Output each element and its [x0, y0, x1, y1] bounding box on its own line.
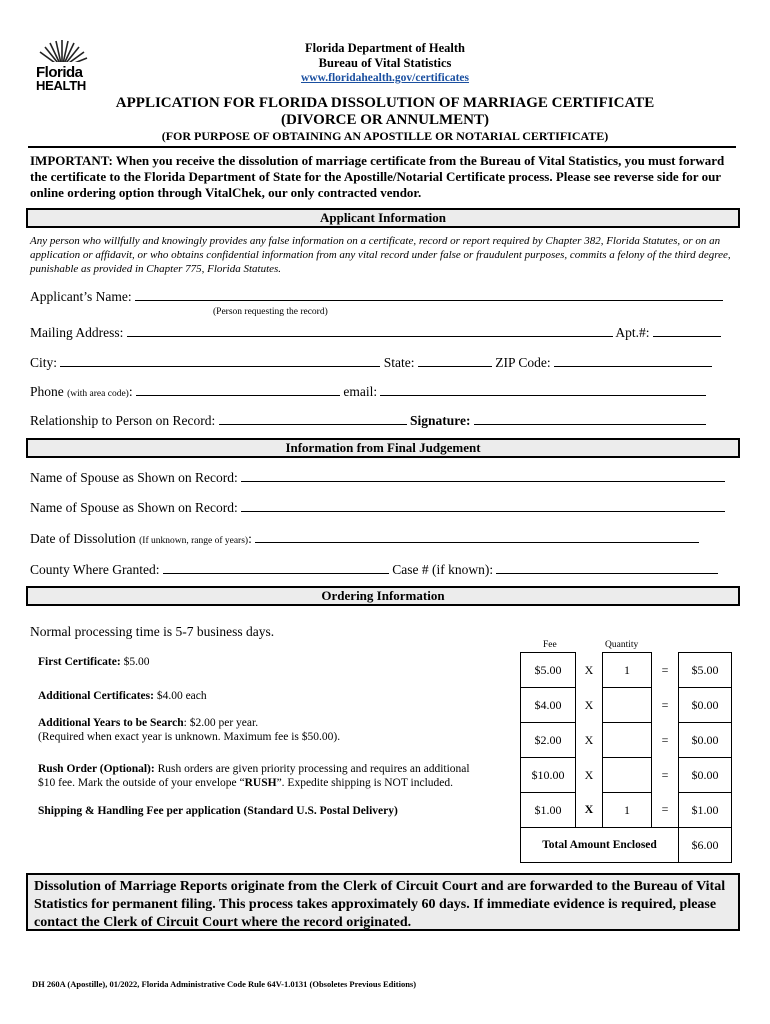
signature-field[interactable] [474, 413, 706, 425]
spouse2-row[interactable] [30, 500, 725, 516]
processing-time: Normal processing time is 5-7 business days. [30, 624, 275, 639]
quantity-header: Quantity [605, 640, 639, 650]
fee-cell: $10.00 [521, 758, 576, 793]
false-information-warning: Any person who willfully and knowingly provides any false information on a certificate, record or report required by Chapter 382, Florida Statutes, or on an application or affidavit, or who obtains confidential information from any vital record under false or fraudulent purposes, commits a felony of the third degree, punishable as provided in Chapter 775, Florida Statutes. [30, 235, 731, 275]
department-name: Florida Department of Health [304, 41, 466, 55]
city-state-zip-row[interactable] [30, 355, 712, 371]
applicant-section-header: Applicant Information [26, 208, 740, 228]
judgement-section-header: Information from Final Judgement [26, 438, 740, 458]
email-field[interactable] [380, 384, 706, 396]
form-footer: DH 260A (Apostille), 01/2022, Florida Administrative Code Rule 64V-1.0131 (Obsoletes Previous Editions) [32, 979, 417, 989]
form-purpose: (FOR PURPOSE OF OBTAINING AN APOSTILLE OR NOTARIAL CERTIFICATE) [161, 129, 609, 143]
fee-row-years [521, 723, 732, 758]
spouse2-field[interactable] [241, 500, 725, 512]
mailing-address-field[interactable] [127, 325, 613, 337]
first-certificate-label: First Certificate: $5.00 [38, 656, 150, 668]
dissolution-date-field[interactable] [255, 531, 699, 543]
applicant-name-row[interactable] [30, 289, 723, 305]
equals-cell: = [661, 697, 669, 712]
quantity-cell[interactable]: 1 [603, 793, 652, 828]
applicant-name-field[interactable] [135, 289, 723, 301]
total-amount-value[interactable]: $6.00 [679, 828, 732, 863]
dissolution-date-label: Date of Dissolution [30, 531, 136, 546]
applicant-name-label: Applicant’s Name: [30, 289, 132, 304]
important-notice: IMPORTANT: When you receive the dissolution of marriage certificate from the Bureau of Vital Statistics, you must forward the certificate to the Florida Department of State for the Apostille/Notarial Certificate process. Please see reverse side for our online ordering option through VitalChek, our only contracted vendor. [30, 153, 725, 200]
phone-email-row[interactable]: Phone (with area code): email: [30, 384, 706, 400]
total-cell[interactable]: $5.00 [679, 653, 732, 688]
times-cell: X [584, 662, 594, 677]
apt-field[interactable] [653, 325, 721, 337]
spouse1-field[interactable] [241, 470, 725, 482]
rush-order-label: Rush Order (Optional): Rush orders are given priority processing and requires an additional $10 fee. Mark the outside of your envelope “RUSH”. Expedite shipping is NOT included. [38, 763, 470, 789]
city-field[interactable] [60, 355, 380, 367]
fee-cell: $2.00 [521, 723, 576, 758]
spouse2-label: Name of Spouse as Shown on Record: [30, 500, 238, 515]
quantity-cell[interactable] [603, 723, 652, 758]
spouse1-row[interactable] [30, 470, 725, 486]
city-label: City: [30, 355, 58, 370]
total-cell[interactable]: $1.00 [679, 793, 732, 828]
relationship-signature-row[interactable] [30, 413, 706, 429]
relationship-field[interactable] [219, 413, 407, 425]
times-cell: X [584, 732, 594, 747]
equals-cell: = [661, 662, 669, 677]
applicant-name-note: (Person requesting the record) [213, 307, 328, 317]
apt-label: Apt.#: [615, 325, 650, 340]
form-subtitle: (DIVORCE OR ANNULMENT) [280, 112, 490, 128]
fee-header: Fee [543, 640, 557, 650]
logo-text-health: HEALTH [36, 78, 86, 93]
dissolution-date-row[interactable]: Date of Dissolution (If unknown, range of years): [30, 531, 699, 547]
logo-text-florida: Florida [36, 64, 83, 81]
case-field[interactable] [496, 562, 718, 574]
equals-cell: = [661, 767, 669, 782]
total-cell[interactable]: $0.00 [679, 723, 732, 758]
form-title: APPLICATION FOR FLORIDA DISSOLUTION OF MARRIAGE CERTIFICATE [115, 95, 655, 111]
shipping-label: Shipping & Handling Fee per application (Standard U.S. Postal Delivery) [38, 805, 398, 817]
quantity-cell[interactable]: 1 [603, 653, 652, 688]
fee-row-first [521, 653, 732, 688]
clerk-notice: Dissolution of Marriage Reports originate from the Clerk of Circuit Court and are forwarded to the Bureau of Vital Statistics for permanent filing. This process takes approximately 60 days. If immediate evidence is required, please contact the Clerk of Circuit Court where the record originated. [26, 873, 740, 931]
relationship-label: Relationship to Person on Record: [30, 413, 216, 428]
state-label: State: [383, 355, 415, 370]
ordering-section-header: Ordering Information [26, 586, 740, 606]
zip-label: ZIP Code: [495, 355, 551, 370]
fee-row-shipping [521, 793, 732, 828]
quantity-cell[interactable] [603, 758, 652, 793]
fee-row-total [521, 828, 732, 863]
fee-row-additional [521, 688, 732, 723]
county-case-row[interactable] [30, 562, 718, 578]
case-label: Case # (if known): [392, 562, 494, 577]
additional-certificates-label: Additional Certificates: $4.00 each [38, 690, 207, 702]
fee-row-rush [521, 758, 732, 793]
mailing-address-row[interactable] [30, 325, 721, 341]
times-cell: X [584, 802, 594, 817]
quantity-cell[interactable] [603, 688, 652, 723]
state-field[interactable] [418, 355, 492, 367]
signature-label: Signature: [409, 413, 471, 428]
spouse1-label: Name of Spouse as Shown on Record: [30, 470, 238, 485]
times-cell: X [584, 697, 594, 712]
times-cell: X [584, 767, 594, 782]
total-cell[interactable]: $0.00 [679, 688, 732, 723]
total-amount-label: Total Amount Enclosed [521, 828, 679, 863]
bureau-name: Bureau of Vital Statistics [318, 56, 452, 70]
equals-cell: = [661, 802, 669, 817]
certificates-link[interactable]: www.floridahealth.gov/certificates [301, 72, 469, 84]
county-label: County Where Granted: [30, 562, 160, 577]
phone-label: Phone [30, 384, 64, 399]
phone-field[interactable] [136, 384, 340, 396]
dissolution-date-note: (If unknown, range of years) [139, 536, 249, 546]
total-cell[interactable]: $0.00 [679, 758, 732, 793]
mailing-address-label: Mailing Address: [30, 325, 124, 340]
fee-cell: $5.00 [521, 653, 576, 688]
fee-table [520, 652, 732, 863]
divider [28, 146, 736, 148]
email-label: email: [343, 384, 378, 399]
additional-years-label: Additional Years to be Search: $2.00 per year. (Required when exact year is unknown. Maximum fee is $50.00). [38, 717, 341, 743]
zip-field[interactable] [554, 355, 712, 367]
equals-cell: = [661, 732, 669, 747]
fee-cell: $4.00 [521, 688, 576, 723]
county-field[interactable] [163, 562, 389, 574]
fee-cell: $1.00 [521, 793, 576, 828]
phone-note: (with area code) [67, 389, 129, 399]
